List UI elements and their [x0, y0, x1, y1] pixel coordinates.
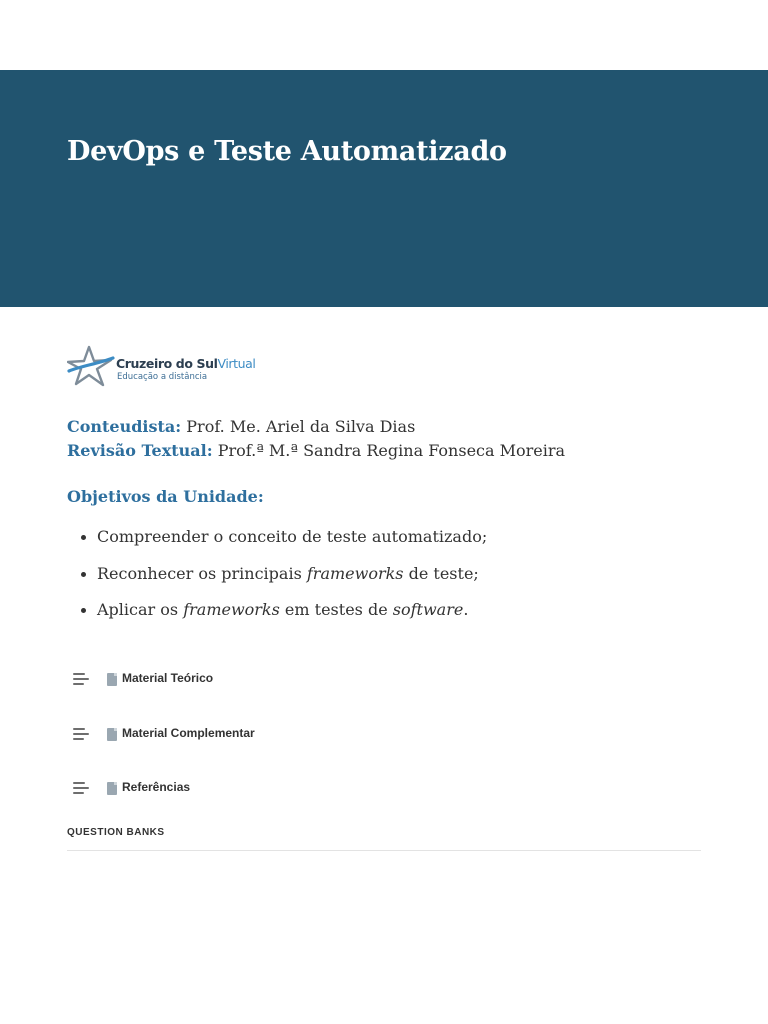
- menu-lines-icon: [73, 673, 89, 687]
- objectives-title: Objetivos da Unidade:: [67, 487, 264, 506]
- logo-name-main: Cruzeiro do Sul: [116, 356, 218, 371]
- logo-tagline: Educação a distância: [117, 372, 208, 382]
- menu-item-material-complementar[interactable]: [67, 715, 701, 755]
- document-icon: [107, 728, 117, 741]
- question-banks-label: QUESTION BANKS: [67, 827, 165, 838]
- institution-logo: [67, 344, 267, 388]
- document-icon: [107, 673, 117, 686]
- author-value: Prof. Me. Ariel da Silva Dias: [186, 417, 416, 436]
- header-banner: [0, 70, 768, 307]
- document-icon: [107, 782, 117, 795]
- objective-emphasis: software: [392, 600, 464, 619]
- objective-emphasis: frameworks: [183, 600, 280, 619]
- objective-text: Compreender o conceito de teste automatizado;: [97, 527, 488, 546]
- review-value: Prof.ª M.ª Sandra Regina Fonseca Moreira: [217, 441, 566, 460]
- menu-item-label: Referências: [122, 780, 191, 794]
- menu-lines-icon: [73, 782, 89, 796]
- list-item: [78, 596, 487, 633]
- review-label: Revisão Textual:: [67, 441, 213, 460]
- author-label: Conteudista:: [67, 417, 182, 436]
- menu-item-label: Material Teórico: [122, 671, 214, 685]
- menu-item-label: Material Complementar: [122, 726, 255, 740]
- star-logo-icon: [67, 344, 115, 388]
- objective-text: .: [463, 600, 469, 619]
- objective-text: Reconhecer os principais: [97, 563, 307, 583]
- menu-item-referencias[interactable]: [67, 769, 701, 809]
- divider: [67, 850, 701, 851]
- author-line: [67, 415, 565, 439]
- objectives-list: [78, 523, 487, 633]
- list-item: [78, 560, 487, 597]
- objective-text: Aplicar os: [97, 600, 184, 619]
- objective-text: de teste;: [403, 563, 479, 583]
- page-title: DevOps e Teste Automatizado: [67, 136, 507, 167]
- list-item: [78, 523, 487, 560]
- objective-text: em testes de: [279, 600, 393, 619]
- logo-name: [116, 356, 256, 371]
- credits: [67, 415, 565, 463]
- logo-name-accent: Virtual: [217, 356, 256, 371]
- menu-item-material-teorico[interactable]: [67, 660, 701, 700]
- objective-emphasis: frameworks: [306, 563, 404, 583]
- menu-lines-icon: [73, 728, 89, 742]
- review-line: [67, 439, 565, 463]
